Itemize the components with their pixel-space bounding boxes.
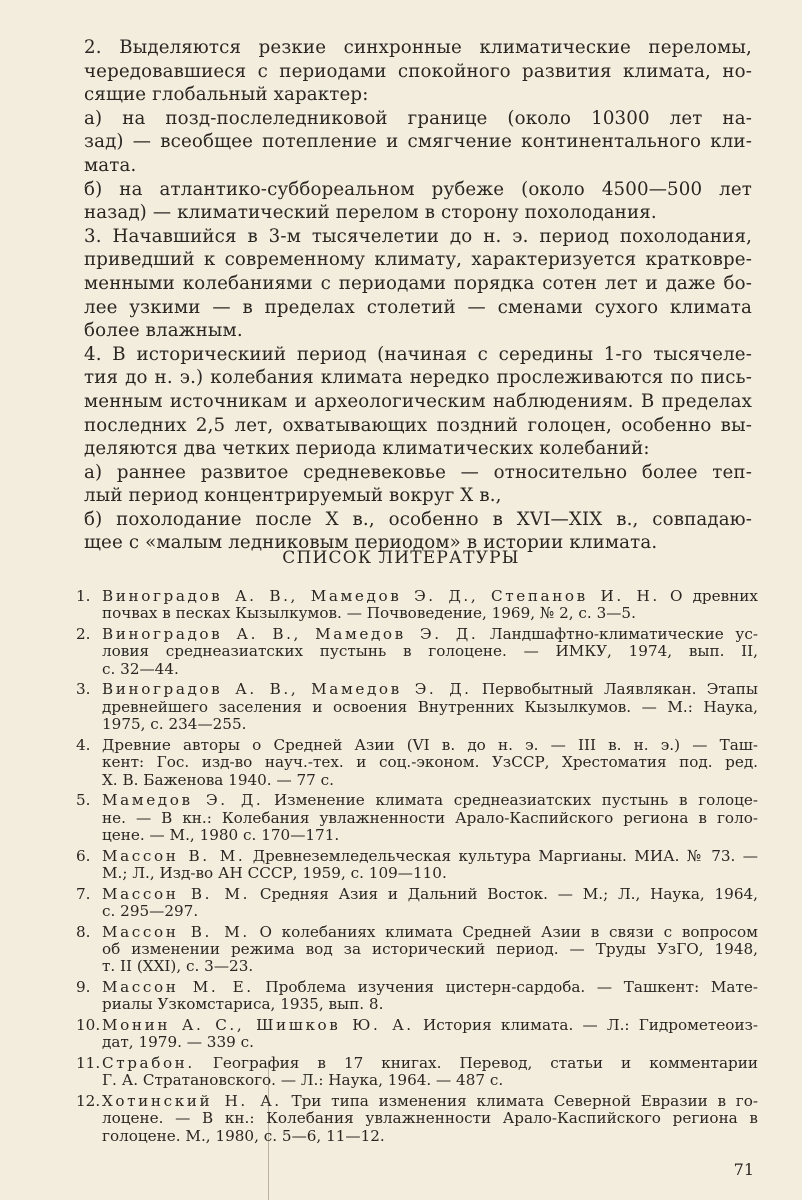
reference-item [76, 1017, 758, 1052]
reference-line-text: Древнеземледельческая культура Маргианы. МИА. № 73. — [245, 847, 758, 865]
reference-line-text: дат, 1979. — 339 с. [102, 1034, 254, 1052]
reference-author: Массон В. М. [102, 923, 250, 941]
reference-line-text: с. 295—297. [102, 903, 199, 921]
reference-line [102, 996, 758, 1013]
reference-line [102, 903, 758, 920]
reference-text [102, 626, 758, 678]
paragraph-4a: а) раннее развитое средневековье — относительно более теп- лый период концентрируемый вокруг X в., [84, 461, 752, 507]
reference-author: Виноградов А. В., Мамедов Э. Д. [102, 626, 479, 643]
reference-text [102, 681, 758, 733]
reference-line [102, 1072, 758, 1089]
page-crease [268, 1060, 269, 1200]
paragraph-3: 3. Начавшийся в 3-м тысячелетии до н. э. период похолодания, приведший к современному климату, характеризуется кратковре- менными колебаниями с периодами порядка сотен лет и даже бо- лее узкими — в пределах столетий — сменами сухого климата более влажным. [84, 225, 752, 342]
main-text [84, 36, 752, 555]
reference-line [102, 941, 758, 958]
reference-number: 5. [76, 791, 91, 810]
reference-line [102, 792, 758, 809]
reference-line [102, 661, 758, 678]
reference-text [102, 737, 758, 789]
reference-item [76, 886, 758, 921]
reference-line-text: древнейшего заселения и освоения Внутренних Кызылкумов. — М.: Наука, [102, 698, 758, 716]
reference-item [76, 792, 758, 844]
reference-number: 2. [76, 625, 91, 643]
reference-line [102, 886, 758, 903]
reference-line [102, 1128, 758, 1145]
reference-line [102, 924, 758, 941]
references-list [76, 588, 758, 1148]
reference-author: Хотинский Н. А. [102, 1093, 282, 1111]
reference-line [102, 1055, 758, 1072]
reference-line-text: голоцене. М., 1980, с. 5—6, 11—12. [102, 1127, 385, 1145]
reference-line-text: Средняя Азия и Дальний Восток. — М.; Л., Наука, 1964, [250, 885, 758, 903]
reference-number: 10. [76, 1016, 101, 1035]
reference-number: 7. [76, 884, 91, 903]
reference-number: 8. [76, 922, 91, 941]
reference-line [102, 681, 758, 698]
reference-author: Массон В. М. [102, 885, 251, 903]
reference-text [102, 924, 758, 976]
reference-text [102, 1055, 758, 1090]
reference-line-text: риалы Узкомстариса, 1935, вып. 8. [102, 996, 384, 1014]
reference-line-text: почвах в песках Кызылкумов. — Почвоведение, 1969, № 2, с. 3—5. [102, 605, 636, 623]
reference-line [102, 588, 758, 605]
paragraph-2: 2. Выделяются резкие синхронные климатические переломы, чередовавшиеся с периодами спокойного развития климата, но- сящие глобальный характер: [84, 37, 752, 106]
reference-author: Массон М. Е. [102, 979, 254, 997]
reference-line [102, 626, 758, 643]
reference-line [102, 810, 758, 827]
reference-line-text: Ландшафтно-климатические ус- [478, 626, 758, 643]
reference-line [102, 1017, 758, 1034]
reference-line-text: Изменение климата среднеазиатских пустынь в голоце- [263, 792, 758, 810]
reference-line-text: не. — В кн.: Колебания увлажненности Арало-Каспийского региона в голо- [102, 809, 758, 827]
reference-author: Массон В. М. [102, 847, 246, 865]
reference-author: Монин А. С., Шишков Ю. А. [102, 1017, 414, 1035]
reference-line-text: цене. — М., 1980 с. 170—171. [102, 827, 340, 845]
reference-line [102, 699, 758, 716]
reference-author: Виноградов А. В., Мамедов Э. Д., Степанов И. Н. [102, 588, 660, 605]
reference-line [102, 643, 758, 660]
reference-line-text: География в 17 книгах. Перевод, статьи и комментарии [194, 1055, 758, 1073]
reference-line-text: Древние авторы о Средней Азии (VI в. до н. э. — III в. н. э.) — Таш- [102, 736, 758, 754]
paragraph-4: 4. В историческиий период (начиная с середины 1-го тысячеле- тия до н. э.) колебания климата нередко прослеживаются по пись- менным источникам и археологическим наблюдениям. В пределах последних 2,5 лет, охватывающих поздний голоцен, особенно вы- деляются два четких периода климатических колебаний: [84, 343, 752, 460]
reference-author: Виноградов А. В., Мамедов Э. Д. [102, 681, 472, 699]
reference-line [102, 865, 758, 882]
reference-author: Мамедов Э. Д. [102, 792, 264, 810]
reference-item [76, 626, 758, 678]
reference-item [76, 681, 758, 733]
reference-item [76, 588, 758, 623]
reference-line-text: О колебаниях климата Средней Азии в связи с вопросом [249, 923, 758, 941]
reference-item [76, 924, 758, 976]
reference-text [102, 1017, 758, 1052]
reference-number: 4. [76, 735, 91, 754]
reference-number: 9. [76, 978, 91, 997]
reference-item [76, 737, 758, 789]
reference-line-text: Г. А. Стратановского. — Л.: Наука, 1964. — 487 с. [102, 1072, 504, 1090]
reference-number: 11. [76, 1054, 101, 1073]
paragraph-2a: а) на позд-послеледниковой границе (около 10300 лет на- зад) — всеобщее потепление и смягчение континентального кли- мата. [84, 107, 752, 176]
reference-line [102, 827, 758, 844]
reference-line [102, 1110, 758, 1127]
reference-line [102, 1093, 758, 1110]
reference-item [76, 1055, 758, 1090]
reference-text [102, 886, 758, 921]
reference-item [76, 848, 758, 883]
reference-line-text: История климата. — Л.: Гидрометеоиз- [413, 1017, 758, 1035]
reference-line-text: М.; Л., Изд-во АН СССР, 1959, с. 109—110. [102, 865, 447, 883]
reference-line [102, 754, 758, 771]
reference-line [102, 958, 758, 975]
reference-line-text: с. 32—44. [102, 660, 179, 678]
paragraph-4b: б) похолодание после X в., особенно в XVI—XIX в., совпадаю- щее с «малым ледниковым периодом» в истории климата. [84, 508, 752, 554]
reference-number: 1. [76, 587, 91, 605]
reference-text [102, 1093, 758, 1145]
reference-text [102, 848, 758, 883]
reference-line-text: О древних [659, 588, 758, 605]
reference-text [102, 588, 758, 623]
reference-item [76, 1093, 758, 1145]
reference-number: 6. [76, 846, 91, 865]
reference-line-text: Три типа изменения климата Северной Евразии в го- [281, 1093, 758, 1111]
reference-item [76, 979, 758, 1014]
reference-text [102, 979, 758, 1014]
paragraph-2b: б) на атлантико-суббореальном рубеже (около 4500—500 лет назад) — климатический перелом в сторону похолодания. [84, 178, 752, 224]
reference-number: 12. [76, 1092, 101, 1111]
reference-number: 3. [76, 680, 91, 699]
reference-line-text: ловия среднеазиатских пустынь в голоцене. — ИМКУ, 1974, вып. II, [102, 643, 758, 661]
reference-line-text: Х. В. Баженова 1940. — 77 с. [102, 771, 334, 789]
reference-line [102, 848, 758, 865]
reference-line-text: лоцене. — В кн.: Колебания увлажненности Арало-Каспийского региона в [102, 1110, 758, 1128]
reference-line [102, 1034, 758, 1051]
reference-line-text: кент: Гос. изд-во науч.-тех. и соц.-эконом. УзССР, Хрестоматия под. ред. [102, 754, 758, 772]
reference-text [102, 792, 758, 844]
reference-line-text: т. II (XXI), с. 3—23. [102, 958, 254, 976]
reference-line-text: об изменении режима вод за исторический период. — Труды УзГО, 1948, [102, 941, 758, 959]
reference-author: Страбон. [102, 1055, 195, 1073]
reference-line [102, 605, 758, 622]
reference-line [102, 772, 758, 789]
reference-line-text: 1975, с. 234—255. [102, 716, 247, 734]
reference-line-text: Проблема изучения цистерн-сардоба. — Ташкент: Мате- [253, 979, 758, 997]
reference-line [102, 737, 758, 754]
references-heading: СПИСОК ЛИТЕРАТУРЫ [282, 548, 520, 568]
reference-line-text: Первобытный Лаявлякан. Этапы [471, 681, 758, 699]
reference-line [102, 979, 758, 996]
reference-line [102, 716, 758, 733]
page-number: 71 [733, 1160, 754, 1179]
